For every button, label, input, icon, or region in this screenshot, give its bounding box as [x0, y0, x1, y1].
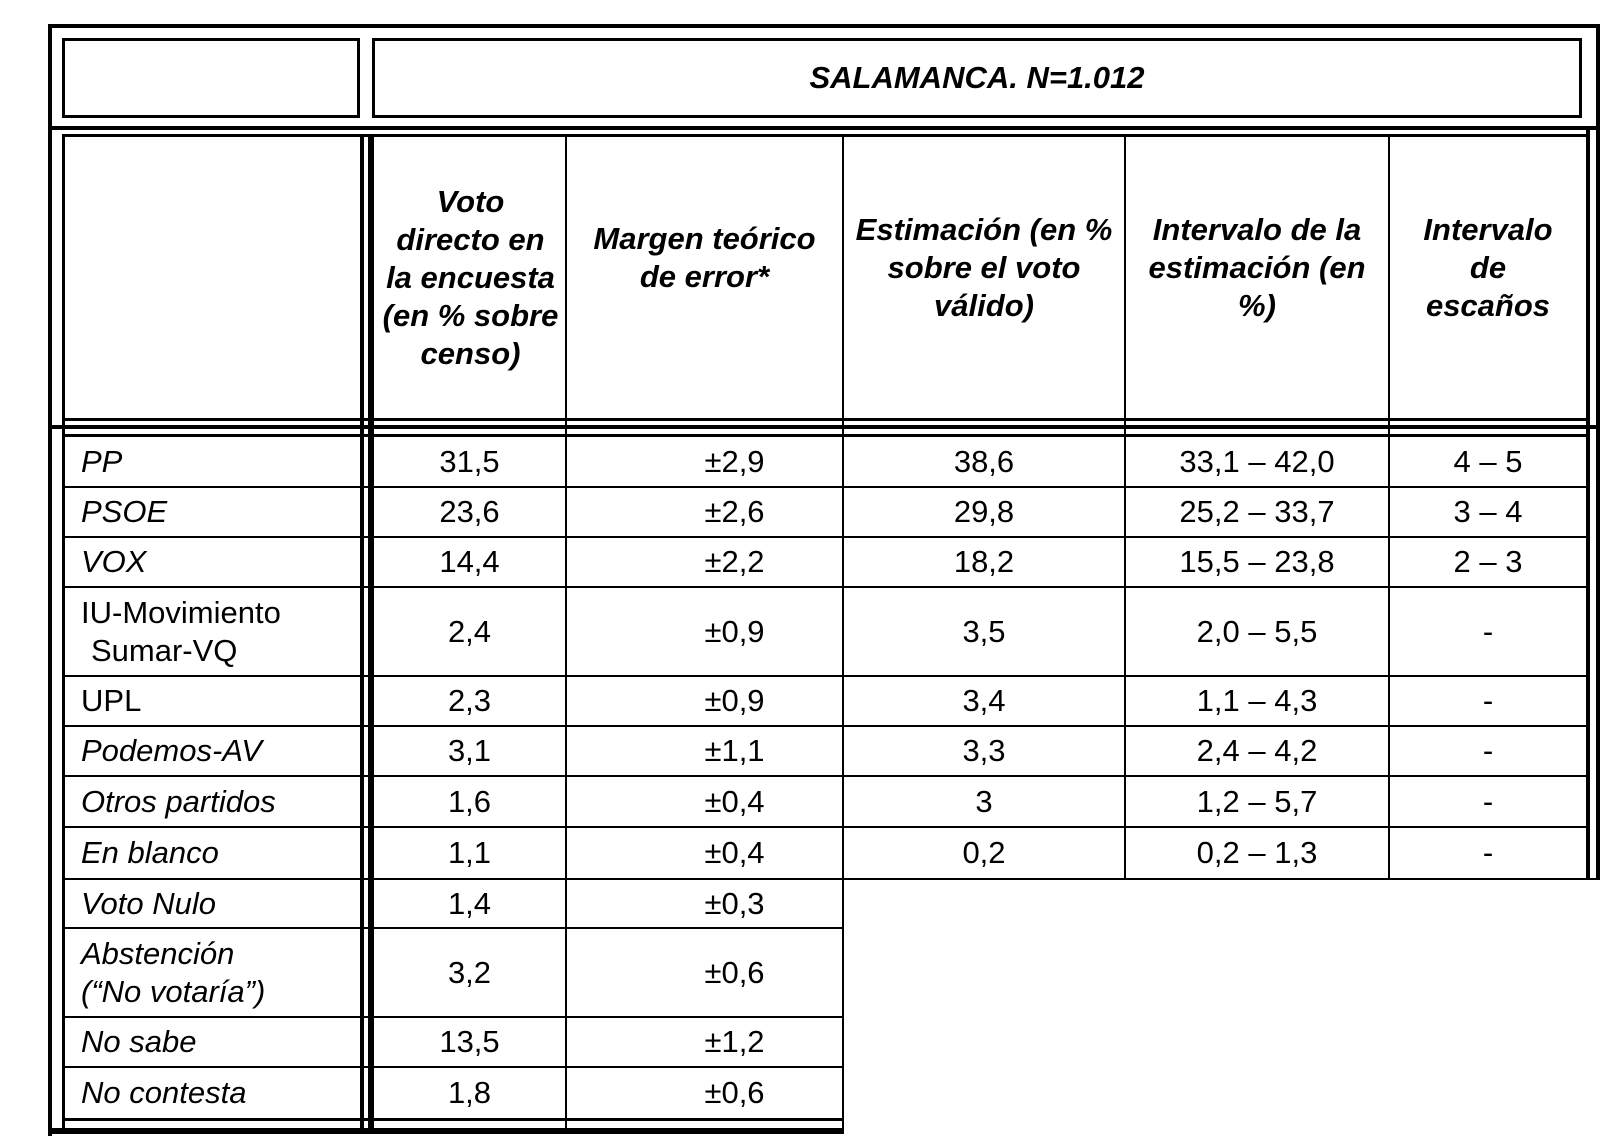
voto-directo-value: 2,4	[447, 613, 492, 649]
outer-right-border	[1596, 24, 1600, 880]
header-top-border	[48, 126, 1600, 130]
party-name	[65, 929, 360, 1016]
margen-error-value: ±1,2	[704, 1024, 765, 1059]
voto-directo-value: 2,3	[447, 683, 492, 718]
margen-error-value: ±2,2	[704, 544, 765, 579]
party-name: Podemos-AV	[81, 733, 262, 768]
party-name-line1: IU-Movimiento	[81, 594, 281, 630]
voto-directo-value: 14,4	[439, 544, 500, 579]
voto-directo-value: 3,2	[447, 954, 492, 990]
margen-error-value: ±0,9	[704, 683, 765, 718]
margen-error-value: ±0,3	[704, 885, 765, 921]
voto-directo-value: 31,5	[439, 443, 500, 479]
party-name: PP	[81, 443, 123, 479]
party-name: Otros partidos	[81, 783, 276, 819]
header-estimacion: Estimación (en % sobre el voto válido)	[855, 211, 1113, 323]
row-sep-12	[62, 1118, 844, 1121]
party-name-line2: Sumar-VQ	[91, 632, 238, 668]
header-voto-directo: Voto directo en la encuesta (en % sobre censo)	[382, 183, 559, 371]
party-name-line2: (“No votaría”)	[81, 973, 266, 1009]
title-corner-cell	[62, 38, 360, 118]
margen-error-value: ±0,9	[704, 613, 765, 649]
party-name: En blanco	[81, 835, 219, 870]
escanos-value: 3 – 4	[1453, 494, 1523, 529]
escanos-value: -	[1482, 613, 1494, 649]
voto-directo-value: 1,8	[447, 1075, 492, 1110]
intervalo-value: 15,5 – 23,8	[1179, 544, 1335, 579]
escanos-value: -	[1482, 835, 1494, 870]
margen-error-value: ±0,4	[704, 783, 765, 819]
escanos-value: 2 – 3	[1453, 544, 1523, 579]
intervalo-value: 1,1 – 4,3	[1196, 683, 1318, 718]
header-intervalo-escanos: Intervalo de escaños	[1423, 211, 1553, 323]
margen-error-value: ±2,9	[704, 443, 765, 479]
intervalo-value: 2,0 – 5,5	[1196, 613, 1318, 649]
party-name: No sabe	[81, 1024, 197, 1059]
party-name: VOX	[81, 544, 147, 579]
intervalo-value: 0,2 – 1,3	[1196, 835, 1318, 870]
party-col-divider-a	[360, 134, 364, 1128]
intervalo-value: 25,2 – 33,7	[1179, 494, 1335, 529]
header-margen-error: Margen teórico de error*	[593, 220, 816, 294]
voto-directo-value: 1,4	[447, 885, 492, 921]
escanos-value: -	[1482, 733, 1494, 768]
estimacion-value: 29,8	[953, 494, 1015, 529]
margen-error-value: ±1,1	[704, 733, 765, 768]
outer-left-border	[48, 24, 52, 1136]
margen-error-value: ±0,6	[704, 954, 765, 990]
header-bottom-border	[62, 418, 1586, 421]
estimacion-value: 3,3	[962, 733, 1006, 768]
bottom-border	[48, 1128, 844, 1134]
party-name: No contesta	[81, 1075, 247, 1110]
party-name: PSOE	[81, 494, 168, 529]
intervalo-value: 1,2 – 5,7	[1196, 783, 1318, 819]
party-name: Voto Nulo	[81, 885, 216, 921]
voto-directo-value: 3,1	[447, 733, 492, 768]
margen-error-value: ±0,4	[704, 835, 765, 870]
header-bottom-border-2	[48, 425, 1600, 429]
party-name: UPL	[81, 683, 142, 718]
voto-directo-value: 1,1	[447, 835, 492, 870]
voto-directo-value: 1,6	[447, 783, 492, 819]
escanos-value: -	[1482, 783, 1494, 819]
voto-directo-value: 23,6	[439, 494, 500, 529]
intervalo-value: 2,4 – 4,2	[1196, 733, 1318, 768]
outer-right-border-inner	[1586, 126, 1590, 880]
estimacion-value: 3	[975, 783, 993, 819]
estimacion-value: 38,6	[953, 443, 1015, 479]
estimacion-value: 18,2	[953, 544, 1015, 579]
escanos-value: 4 – 5	[1453, 443, 1523, 479]
party-name-line1: Abstención	[81, 935, 235, 971]
estimacion-value: 3,4	[962, 683, 1006, 718]
estimacion-value: 0,2	[962, 835, 1006, 870]
margen-error-value: ±0,6	[704, 1075, 765, 1110]
header-intervalo-estimacion: Intervalo de la estimación (en %)	[1148, 211, 1366, 323]
intervalo-value: 33,1 – 42,0	[1179, 443, 1335, 479]
party-name	[65, 588, 360, 675]
estimacion-value: 3,5	[962, 613, 1006, 649]
voto-directo-value: 13,5	[439, 1024, 500, 1059]
table-title: SALAMANCA. N=1.012	[809, 60, 1145, 95]
margen-error-value: ±2,6	[704, 494, 765, 529]
escanos-value: -	[1482, 683, 1494, 718]
